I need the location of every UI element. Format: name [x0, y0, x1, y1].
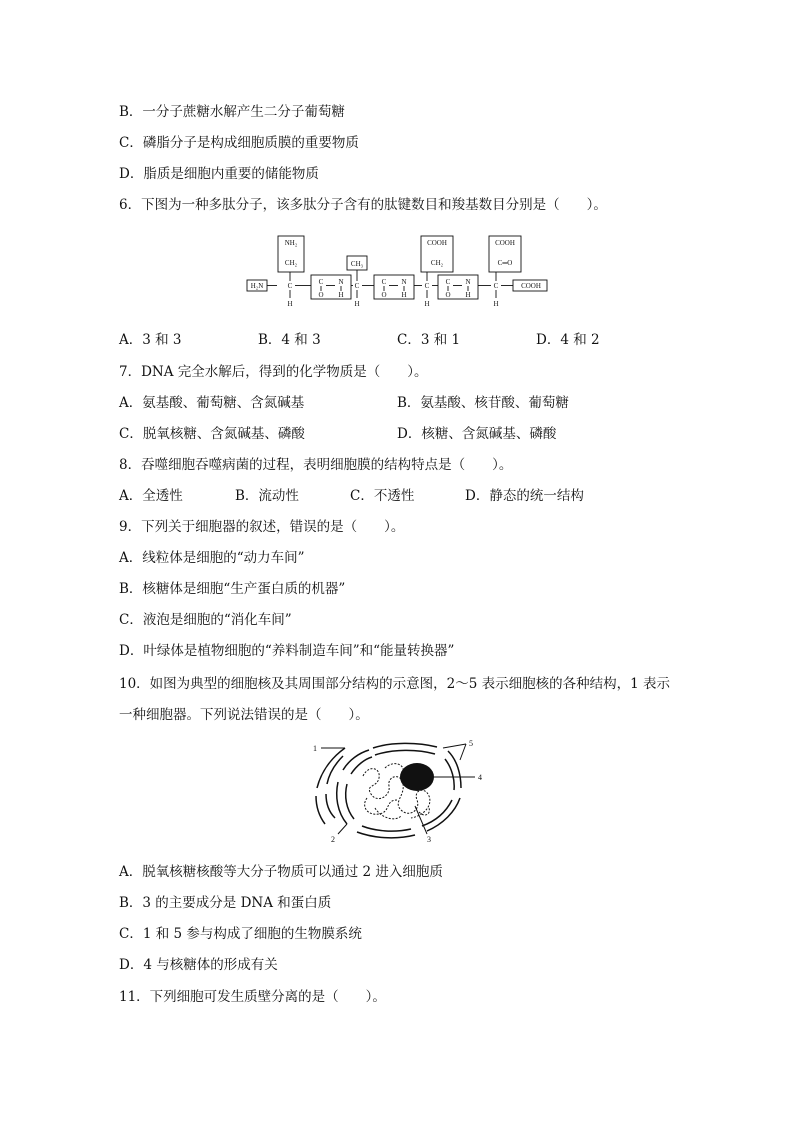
alpha-carbon-2: C — [354, 282, 360, 290]
h-label: H — [424, 300, 430, 308]
peptide-c: C — [445, 278, 451, 286]
q8-option-b: B．流动性 — [235, 488, 299, 504]
c-double-o-label: C═O — [497, 259, 513, 267]
peptide-h: H — [401, 291, 407, 299]
peptide-h: H — [338, 291, 344, 299]
q9-stem: 9．下列关于细胞器的叙述，错误的是（ ）。 — [119, 519, 405, 535]
peptide-n: N — [401, 278, 407, 286]
q8-option-d: D．静态的统一结构 — [465, 488, 584, 504]
peptide-n: N — [465, 278, 471, 286]
q7-option-b: B．氨基酸、核苷酸、葡萄糖 — [397, 395, 569, 411]
ch2-label-2: CH₂ — [430, 259, 444, 267]
q6-stem: 6．下图为一种多肽分子，该多肽分子含有的肽键数目和羧基数目分别是（ ）。 — [119, 197, 607, 213]
q8-option-c: C．不透性 — [350, 488, 415, 504]
q6-option-a: A．3 和 3 — [119, 332, 182, 348]
q10-stem-line1: 10．如图为典型的细胞核及其周围部分结构的示意图，2～5 表示细胞核的各种结构，1 表示 — [119, 676, 671, 692]
q7-option-a: A．氨基酸、葡萄糖、含氮碱基 — [119, 395, 305, 411]
label-2: 2 — [331, 835, 335, 844]
q10-stem-line2: 一种细胞器。下列说法错误的是（ ）。 — [119, 707, 369, 723]
h-label: H — [354, 300, 360, 308]
alpha-carbon-1: C — [287, 282, 293, 290]
q5-option-b: B．一分子蔗糖水解产生二分子葡萄糖 — [119, 104, 345, 120]
q9-option-d: D．叶绿体是植物细胞的“养料制造车间”和“能量转换器” — [119, 643, 455, 659]
peptide-n: N — [338, 278, 344, 286]
q6-option-d: D．4 和 2 — [536, 332, 600, 348]
q7-stem: 7．DNA 完全水解后，得到的化学物质是（ ）。 — [119, 364, 428, 380]
q5-option-d: D．脂质是细胞内重要的储能物质 — [119, 166, 319, 182]
q6-option-c: C．3 和 1 — [397, 332, 461, 348]
polypeptide-figure — [240, 230, 560, 318]
q9-option-a: A．线粒体是细胞的“动力车间” — [119, 550, 305, 566]
label-1: 1 — [313, 744, 317, 753]
h-label: H — [493, 300, 499, 308]
q10-option-b: B．3 的主要成分是 DNA 和蛋白质 — [119, 895, 332, 911]
peptide-o: O — [445, 291, 451, 299]
q8-stem: 8．吞噬细胞吞噬病菌的过程，表明细胞膜的结构特点是（ ）。 — [119, 457, 513, 473]
peptide-o: O — [381, 291, 387, 299]
label-3: 3 — [427, 835, 431, 844]
label-4: 4 — [478, 773, 482, 782]
nh2-label: NH₂ — [284, 239, 298, 247]
q5-option-c: C．磷脂分子是构成细胞质膜的重要物质 — [119, 135, 359, 151]
peptide-c: C — [318, 278, 324, 286]
label-5: 5 — [469, 739, 473, 748]
alpha-carbon-4: C — [493, 282, 499, 290]
q10-option-a: A．脱氧核糖核酸等大分子物质可以通过 2 进入细胞质 — [119, 864, 443, 880]
peptide-h: H — [465, 291, 471, 299]
q7-option-c: C．脱氧核糖、含氮碱基、磷酸 — [119, 426, 305, 442]
alpha-carbon-3: C — [424, 282, 430, 290]
q11-stem: 11．下列细胞可发生质壁分离的是（ ）。 — [119, 989, 386, 1005]
q10-option-d: D．4 与核糖体的形成有关 — [119, 957, 278, 973]
ch2-label-1: CH₂ — [284, 259, 298, 267]
nucleus-figure — [305, 738, 495, 848]
cooh-label-2: COOH — [495, 239, 515, 247]
cooh-end-label: COOH — [521, 282, 541, 290]
q6-option-b: B．4 和 3 — [258, 332, 321, 348]
h2n-label: H₂N — [250, 282, 264, 290]
q7-option-d: D．核糖、含氮碱基、磷酸 — [397, 426, 557, 442]
peptide-c: C — [381, 278, 387, 286]
q10-option-c: C．1 和 5 参与构成了细胞的生物膜系统 — [119, 926, 362, 942]
ch3-label: CH₃ — [350, 260, 364, 268]
q9-option-c: C．液泡是细胞的“消化车间” — [119, 612, 292, 628]
h-label: H — [287, 300, 293, 308]
q9-option-b: B．核糖体是细胞“生产蛋白质的机器” — [119, 581, 346, 597]
cooh-label-1: COOH — [427, 239, 447, 247]
q8-option-a: A．全透性 — [119, 488, 183, 504]
peptide-o: O — [318, 291, 324, 299]
